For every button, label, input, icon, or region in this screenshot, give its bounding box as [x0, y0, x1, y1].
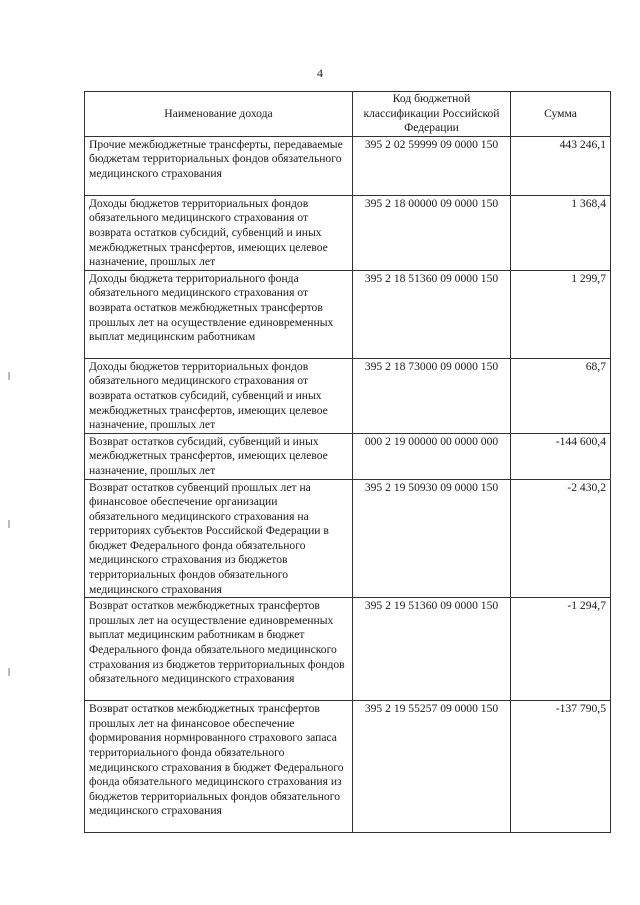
income-name-cell: Возврат остатков субсидий, субвенций и иных межбюджетных трансфертов, имеющих целевое назначение, прошлых лет	[85, 433, 353, 479]
sum-cell: -1 294,7	[511, 598, 611, 701]
income-name-cell: Прочие межбюджетные трансферты, передаваемые бюджетам территориальных фондов обязательного медицинского страхования	[85, 136, 353, 195]
page-number: 4	[317, 66, 323, 80]
header-budget-code: Код бюджетной классификации Российской Федерации	[353, 92, 511, 137]
table-row	[85, 598, 611, 701]
sum-cell: 1 299,7	[511, 270, 611, 358]
budget-code-cell: 000 2 19 00000 00 0000 000	[353, 433, 511, 479]
income-name-cell: Возврат остатков межбюджетных трансфертов прошлых лет на осуществление единовременных выплат медицинским работникам в бюджет Федерального фонда обязательного медицинского страхования из бюджетов территориальных фондов обязательного медицинского страхования	[85, 598, 353, 701]
sum-cell: -137 790,5	[511, 701, 611, 833]
budget-code-cell: 395 2 18 00000 09 0000 150	[353, 195, 511, 270]
income-name-cell: Доходы бюджетов территориальных фондов обязательного медицинского страхования от возврата остатков субсидий, субвенций и иных межбюджетных трансфертов, имеющих целевое назначение, прошлых лет	[85, 195, 353, 270]
sum-cell: -144 600,4	[511, 433, 611, 479]
table-row	[85, 433, 611, 479]
income-name-cell: Доходы бюджета территориального фонда обязательного медицинского страхования от возврата остатков межбюджетных трансфертов прошлых лет на осуществление единовременных выплат медицинским работникам	[85, 270, 353, 358]
table-row	[85, 195, 611, 270]
income-name-cell: Возврат остатков субвенций прошлых лет на финансовое обеспечение организации обязательного медицинского страхования на территориях субъектов Российской Федерации в бюджет Федерального фонда обязательного медицинского страхования из бюджетов территориальных фондов обязательного медицинского страхования	[85, 479, 353, 598]
margin-mark	[8, 520, 10, 528]
sum-cell: -2 430,2	[511, 479, 611, 598]
budget-code-cell: 395 2 02 59999 09 0000 150	[353, 136, 511, 195]
header-income-name: Наименование дохода	[85, 92, 353, 137]
budget-code-cell: 395 2 18 73000 09 0000 150	[353, 358, 511, 433]
budget-code-cell: 395 2 19 55257 09 0000 150	[353, 701, 511, 833]
table-row	[85, 136, 611, 195]
income-name-cell: Доходы бюджетов территориальных фондов обязательного медицинского страхования от возврата остатков субсидий, субвенций и иных межбюджетных трансфертов, имеющих целевое назначение, прошлых лет	[85, 358, 353, 433]
table-row	[85, 701, 611, 833]
income-name-cell: Возврат остатков межбюджетных трансфертов прошлых лет на финансовое обеспечение формирования нормированного страхового запаса территориального фонда обязательного медицинского страхования в бюджет Федерального фонда обязательного медицинского страхования из бюджетов территориальных фондов обязательного медицинского страхования	[85, 701, 353, 833]
sum-cell: 1 368,4	[511, 195, 611, 270]
table-row	[85, 270, 611, 358]
budget-code-cell: 395 2 19 50930 09 0000 150	[353, 479, 511, 598]
margin-mark	[8, 668, 10, 676]
sum-cell: 443 246,1	[511, 136, 611, 195]
table-header-row	[85, 92, 611, 137]
table-row	[85, 358, 611, 433]
sum-cell: 68,7	[511, 358, 611, 433]
budget-code-cell: 395 2 18 51360 09 0000 150	[353, 270, 511, 358]
revenue-table	[84, 91, 611, 833]
table-row	[85, 479, 611, 598]
margin-mark	[8, 372, 10, 380]
header-sum: Сумма	[511, 92, 611, 137]
budget-code-cell: 395 2 19 51360 09 0000 150	[353, 598, 511, 701]
